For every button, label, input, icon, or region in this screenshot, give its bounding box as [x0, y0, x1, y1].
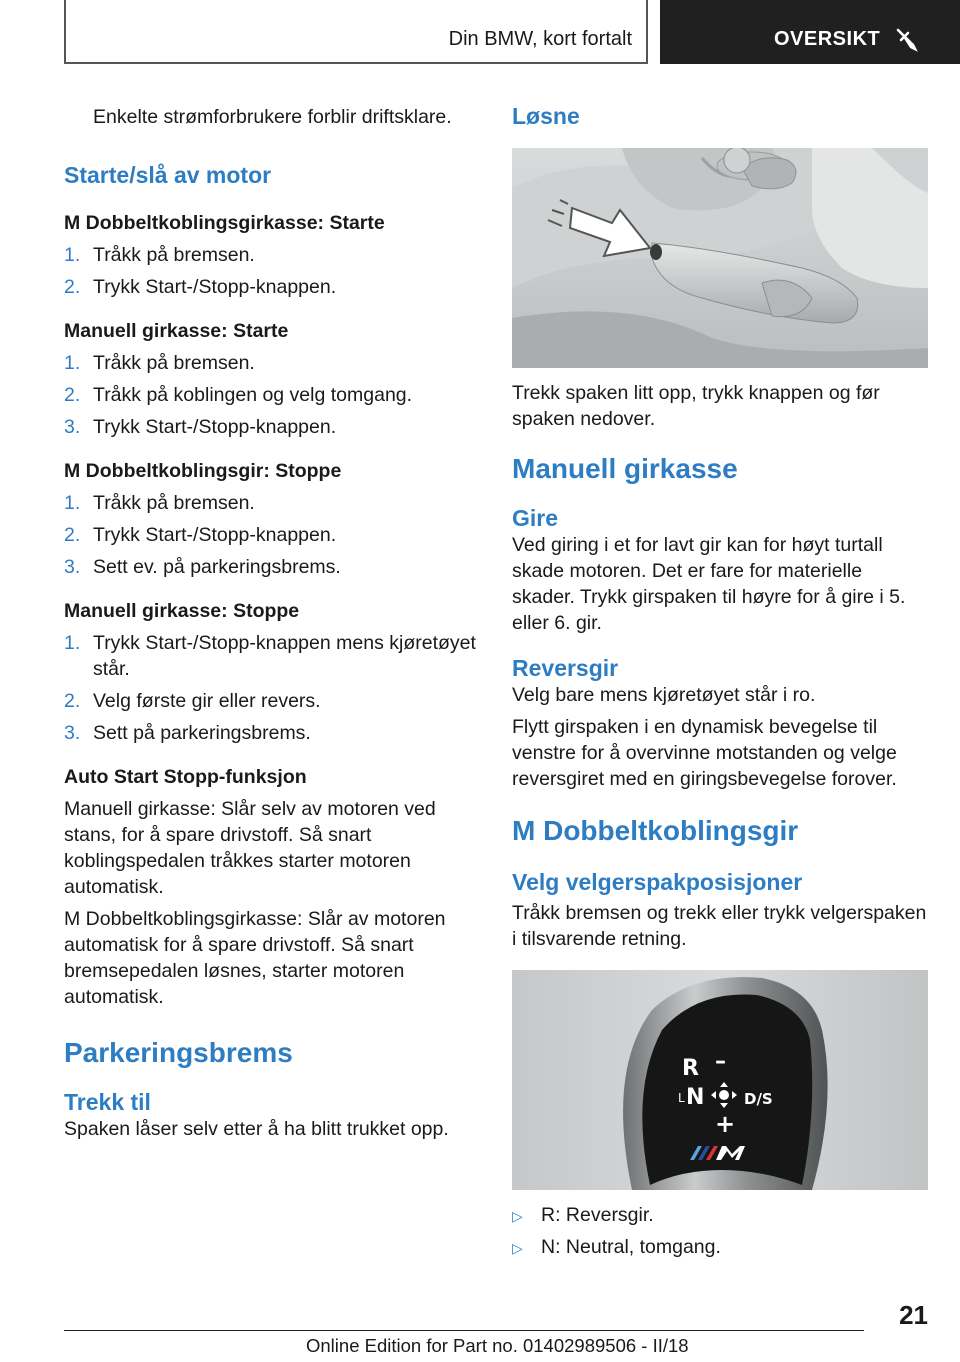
left-column	[64, 100, 478, 1142]
selector-heading: Velg velgerspakposisjoner	[512, 869, 803, 895]
triangle-bullet-icon: ▷	[512, 1240, 523, 1256]
triangle-bullet-icon: ▷	[512, 1208, 523, 1224]
auto-paragraph-1: Manuell girkasse: Slår selv av motoren ved stans, for å spare drivstoff. Så snart koblingspedalen tråkkes starter motoren automatisk.	[64, 798, 436, 898]
tab-label: OVERSIKT	[774, 28, 881, 50]
footer-divider	[64, 1330, 864, 1331]
intro-text: Enkelte strømforbrukere forblir driftsklare.	[93, 106, 452, 128]
list-item: 2. Tråkk på koblingen og velg tomgang.	[64, 384, 413, 406]
selector-text: Tråkk bremsen og trekk eller trykk velgerspaken i tilsvarende retning.	[512, 902, 927, 950]
list-item: 1. Trykk Start-/Stopp-knappen mens kjøretøyet står.	[64, 632, 476, 680]
list-item: 2. Velg første gir eller revers.	[64, 690, 321, 712]
section-tab-overview-short[interactable]	[64, 0, 648, 64]
list-item: 3. Sett på parkeringsbrems.	[64, 722, 311, 744]
gear-selector-illustration	[512, 970, 928, 1190]
knob-label-plus: +	[715, 1110, 736, 1138]
knob-label-minus: –	[715, 1049, 726, 1074]
list-item: 1. Tråkk på bremsen.	[64, 352, 255, 374]
pull-text: Spaken låser selv etter å ha blitt trukket opp.	[64, 1118, 449, 1140]
knob-label-n: N	[686, 1085, 705, 1110]
auto-start-stop-title: Auto Start Stopp-funksjon	[64, 766, 307, 788]
pull-heading: Trekk til	[64, 1089, 151, 1115]
mdct-heading: M Dobbeltkoblingsgir	[512, 815, 799, 846]
reverse-text-2: Flytt girspaken i en dynamisk bevegelse til venstre for å overvinne motstanden og velge reversgiret med en giringsbevegelse forover.	[512, 716, 897, 790]
manual-start-steps	[64, 350, 478, 440]
m-stop-steps	[64, 490, 478, 580]
right-column	[512, 100, 928, 1266]
release-heading: Løsne	[512, 103, 580, 129]
quick-reference-icon	[895, 27, 921, 53]
m-start-steps	[64, 242, 478, 300]
list-item: ▷ N: Neutral, tomgang.	[512, 1234, 928, 1260]
list-item: 1. Tråkk på bremsen.	[64, 244, 255, 266]
list-item: 2. Trykk Start-/Stopp-knappen.	[64, 276, 337, 298]
knob-label-ds: D/S	[744, 1090, 773, 1108]
manual-start-title: Manuell girkasse: Starte	[64, 320, 289, 342]
reverse-text-1: Velg bare mens kjøretøyet står i ro.	[512, 684, 816, 706]
list-item: 1. Tråkk på bremsen.	[64, 492, 255, 514]
m-start-title: M Dobbeltkoblingsgirkasse: Starte	[64, 212, 385, 234]
page-number: 21	[899, 1300, 928, 1330]
release-text: Trekk spaken litt opp, trykk knappen og før spaken nedover.	[512, 382, 880, 430]
handbrake-illustration	[512, 148, 928, 368]
knob-label-r: R	[682, 1056, 699, 1081]
manual-gearbox-heading: Manuell girkasse	[512, 453, 738, 484]
knob-label-l: L	[678, 1091, 685, 1105]
start-stop-heading: Starte/slå av motor	[64, 162, 272, 188]
reverse-heading: Reversgir	[512, 655, 619, 681]
list-item: 2. Trykk Start-/Stopp-knappen.	[64, 524, 337, 546]
list-item: 3. Trykk Start-/Stopp-knappen.	[64, 416, 337, 438]
edition-note: Online Edition for Part no. 01402989506 - II/18	[306, 1335, 689, 1356]
gear-heading: Gire	[512, 505, 559, 531]
manual-stop-steps	[64, 630, 478, 746]
tab-label: Din BMW, kort fortalt	[448, 28, 632, 50]
parking-brake-heading: Parkeringsbrems	[64, 1037, 293, 1068]
list-item: 3. Sett ev. på parkeringsbrems.	[64, 556, 341, 578]
list-item: ▷ R: Reversgir.	[512, 1202, 928, 1228]
auto-paragraph-2: M Dobbeltkoblingsgirkasse: Slår av motoren automatisk for å spare drivstoff. Så snart bremsepedalen løsnes, starter motoren automatisk.	[64, 908, 446, 1008]
manual-stop-title: Manuell girkasse: Stoppe	[64, 600, 300, 622]
gear-text: Ved giring i et for lavt gir kan for høyt turtall skade motoren. Det er fare for materielle skader. Trykk girspaken til høyre for å gire i 5. eller 6. gir.	[512, 534, 906, 634]
section-tab-oversikt[interactable]	[660, 0, 960, 64]
m-stop-title: M Dobbeltkoblingsgir: Stoppe	[64, 460, 342, 482]
selector-positions-list	[512, 1202, 928, 1260]
